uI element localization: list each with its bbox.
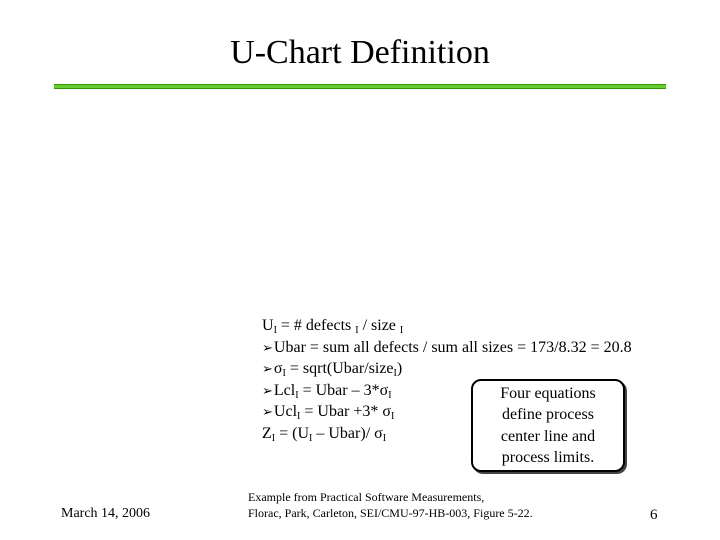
equation-text: = sqrt(Ubar/size — [285, 360, 394, 377]
arrow-bullet-icon: ➢ — [262, 340, 273, 356]
subscript: I — [309, 432, 313, 444]
subscript: I — [393, 368, 397, 379]
equation-text: – Ubar)/ σ — [312, 424, 383, 442]
subscript: I — [399, 325, 404, 336]
equation-text: = (U — [275, 424, 310, 442]
callout-box — [471, 379, 625, 472]
subscript: I — [271, 432, 276, 444]
subscript: I — [295, 389, 299, 401]
equation-text: Z — [262, 424, 272, 442]
equation-text: Ucl — [273, 403, 298, 420]
equation-text: U — [262, 317, 274, 334]
page-number: 6 — [650, 507, 658, 523]
subscript: I — [388, 389, 392, 401]
equation-line — [262, 358, 632, 380]
equation-text: = # defects — [276, 317, 356, 334]
equation-line — [262, 315, 632, 337]
subscript: I — [355, 325, 359, 336]
equation-line — [262, 337, 632, 359]
equation-text: Ubar = sum all defects / sum all sizes = 173/8.32 = 20.8 — [273, 338, 632, 356]
equation-text: = Ubar +3* σ — [300, 403, 392, 420]
equation-text: / size — [358, 317, 400, 334]
subscript: I — [273, 325, 277, 336]
arrow-bullet-icon: ➢ — [262, 383, 273, 399]
arrow-bullet-icon: ➢ — [262, 405, 273, 420]
callout-text: Four equations define process center line and process limits. — [500, 384, 596, 466]
equation-text: ) — [396, 360, 403, 377]
footer-date: March 14, 2006 — [61, 506, 151, 521]
footer-source-citation: Example from Practical Software Measurements, Florac, Park, Carleton, SEI/CMU-97-HB-003, Figure 5-22. — [248, 490, 533, 520]
subscript: I — [382, 432, 387, 444]
subscript: I — [297, 411, 301, 422]
equation-text: σ — [273, 360, 283, 377]
arrow-bullet-icon: ➢ — [262, 362, 273, 377]
subscript: I — [282, 368, 286, 379]
subscript: I — [391, 411, 395, 422]
slide-title: U-Chart Definition — [230, 34, 490, 71]
title-underline-rule — [54, 84, 666, 89]
equation-text: Lcl — [273, 381, 296, 399]
equation-text: = Ubar – 3*σ — [298, 381, 389, 399]
